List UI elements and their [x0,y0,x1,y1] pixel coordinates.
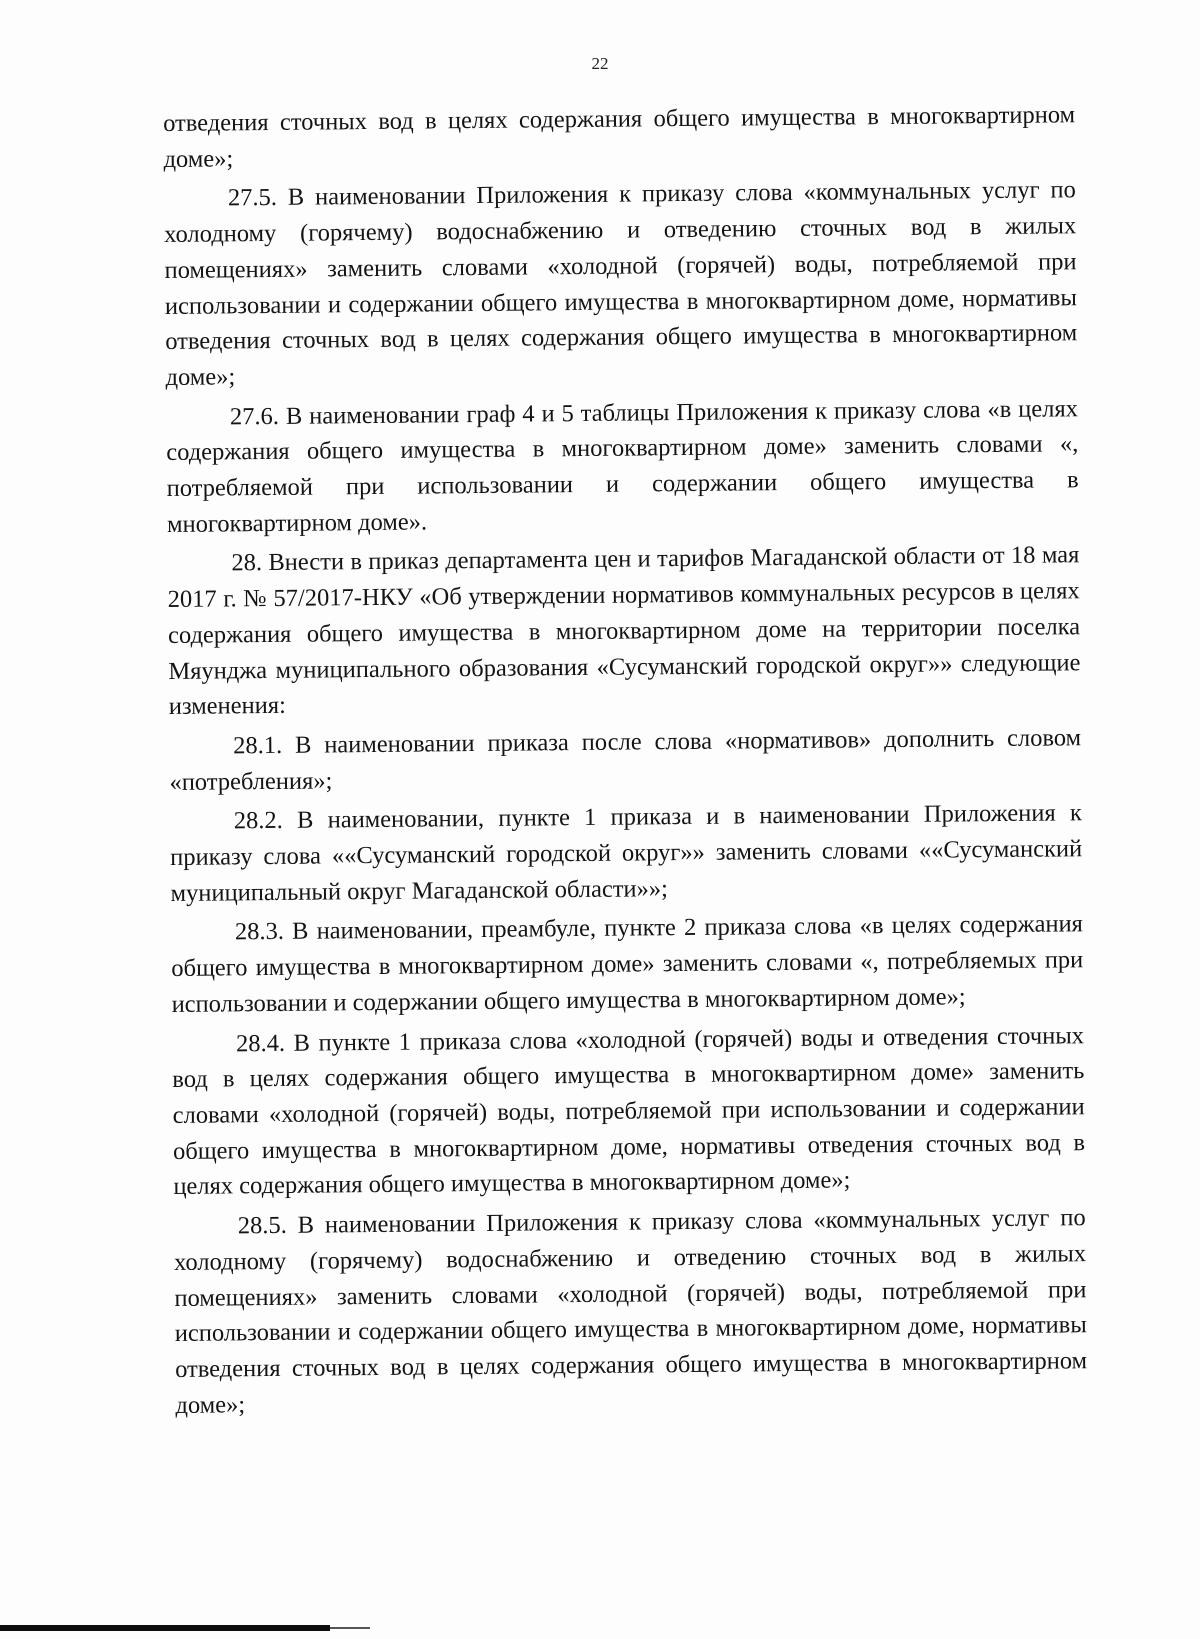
scan-edge-line [330,1627,370,1629]
paragraph-28-5: 28.5. В наименовании Приложения к приказу слова «коммунальных услуг по холодному (горячему) водоснабжению и отведению сточных вод в жилых помещениях» заменить словами «холодной (горячей) воды, потребляемой при использовании и содержании общего имущества в многоквартирном доме, нормативы отведения сточных вод в целях содержания общего имущества в многоквартирном доме»; [173,1204,1088,1419]
paragraph-28: 28. Внести в приказ департамента цен и тарифов Магаданской области от 18 мая 2017 г. № 57/2017-НКУ «Об утверждении нормативов коммунальных ресурсов в целях содержания общего имущества в многоквартирном доме на территории поселка Мяунджа муниципального образования «Сусуманский городской округ»» следующие изменения: [167,541,1081,721]
scan-edge-bar [0,1625,330,1631]
document-body [163,97,1088,1427]
paragraph-28-3: 28.3. В наименовании, преамбуле, пункте 2 приказа слова «в целях содержания общего имущества в многоквартирном доме» заменить словами «, потребляемых при использовании и содержании общего имущества в многоквартирном доме»; [171,910,1084,1018]
paragraph-28-2: 28.2. В наименовании, пункте 1 приказа и в наименовании Приложения к приказу слова ««Сусуманский городской округ»» заменить словами ««Сусуманский муниципальный округ Магаданской области»»; [170,799,1083,907]
paragraph-27-5: 27.5. В наименовании Приложения к приказу слова «коммунальных услуг по холодному (горячему) водоснабжению и отведению сточных вод в жилых помещениях» заменить словами «холодной (горячей) воды, потребляемой при использовании и содержании общего имущества в многоквартирном доме, нормативы отведения сточных вод в целях содержания общего имущества в многоквартирном доме»; [164,176,1078,391]
paragraph-27-6: 27.6. В наименовании граф 4 и 5 таблицы Приложения к приказу слова «в целях содержания общего имущества в многоквартирном доме» заменить словами «, потребляемой при использовании и содержании общего имущества в многоквартирном доме». [166,394,1079,538]
paragraph-continuation: отведения сточных вод в целях содержания общего имущества в многоквартирном доме»; [163,101,1076,173]
paragraph-28-4: 28.4. В пункте 1 приказа слова «холодной (горячей) воды и отведения сточных вод в целях содержания общего имущества в многоквартирном доме» заменить словами «холодной (горячей) воды, потребляемой при использовании и содержании общего имущества в многоквартирном доме, нормативы отведения сточных вод в целях содержания общего имущества в многоквартирном доме»; [172,1021,1086,1201]
paragraph-28-1: 28.1. В наименовании приказа после слова «нормативов» дополнить словом «потребления»; [169,724,1082,796]
page-number: 22 [591,54,609,73]
